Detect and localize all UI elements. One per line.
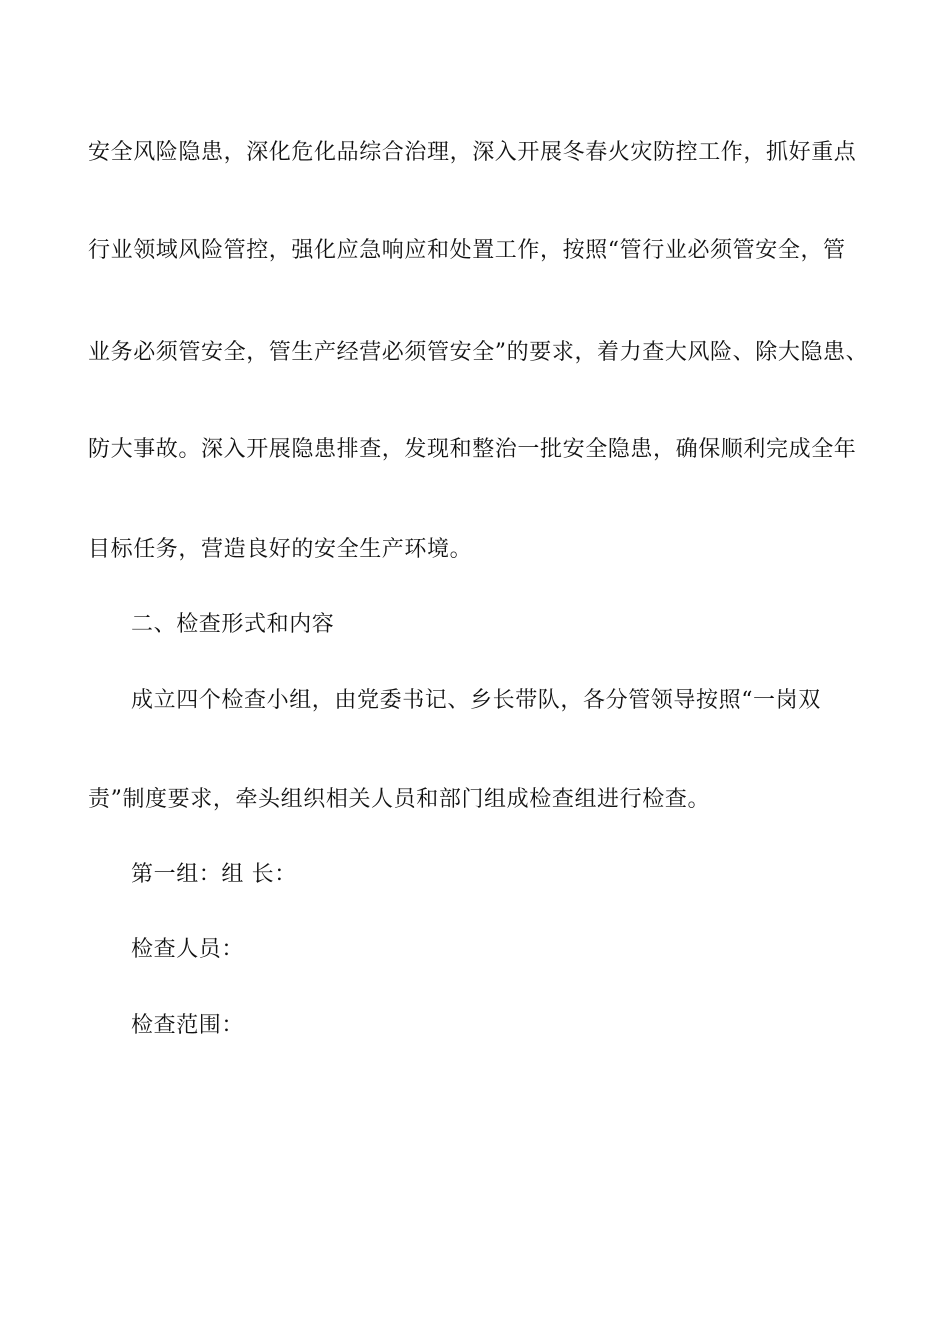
inspection-scope-line: 检查范围： [131, 1013, 245, 1038]
section-heading: 二、检查形式和内容 [131, 612, 335, 637]
paragraph-line: 责”制度要求，牵头组织相关人员和部门组成检查组进行检查。 [88, 787, 711, 812]
paragraph-line: 安全风险隐患，深化危化品综合治理，深入开展冬春火灾防控工作，抓好重点 [88, 140, 857, 165]
paragraph-line: 防大事故。深入开展隐患排查，发现和整治一批安全隐患，确保顺利完成全年 [88, 437, 857, 462]
paragraph-line: 目标任务，营造良好的安全生产环境。 [88, 537, 473, 562]
group-leader-line: 第一组：组 长： [131, 862, 297, 887]
paragraph-line: 成立四个检查小组，由党委书记、乡长带队，各分管领导按照“一岗双 [131, 688, 821, 713]
inspectors-line: 检查人员： [131, 937, 245, 962]
paragraph-line: 业务必须管安全，管生产经营必须管安全”的要求，着力查大风险、除大隐患、 [88, 340, 869, 365]
paragraph-line: 行业领域风险管控，强化应急响应和处置工作，按照“管行业必须管安全，管 [88, 238, 846, 263]
